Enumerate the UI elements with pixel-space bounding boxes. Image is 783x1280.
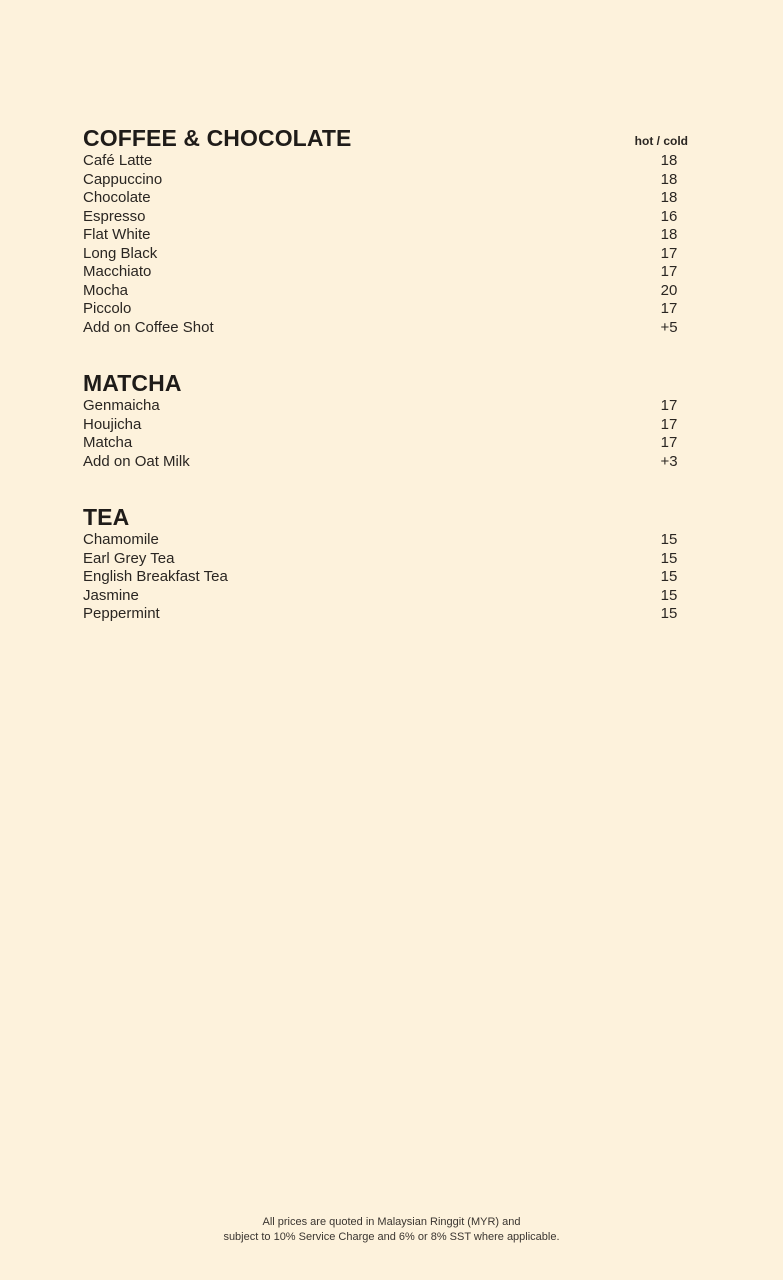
menu-item	[83, 605, 703, 624]
item-list	[83, 397, 703, 471]
item-name: Matcha	[83, 434, 133, 451]
menu-item	[83, 171, 703, 190]
item-price: 20	[660, 281, 678, 299]
item-price: 18	[660, 170, 678, 188]
menu-item	[83, 282, 703, 301]
item-name: Peppermint	[83, 605, 160, 622]
menu-item	[83, 568, 703, 587]
item-price: 18	[660, 226, 678, 243]
menu-item	[83, 434, 703, 453]
item-name: English Breakfast Tea	[83, 568, 228, 585]
section-coffee-chocolate	[83, 124, 703, 337]
menu-item-add-on	[83, 453, 703, 472]
item-list	[83, 531, 703, 624]
item-price: 17	[660, 397, 678, 414]
menu-item	[83, 531, 703, 550]
menu-item	[83, 245, 703, 264]
disclaimer-line-2: subject to 10% Service Charge and 6% or 8% SST where applicable.	[223, 1231, 560, 1243]
menu-item	[83, 152, 703, 171]
price-disclaimer	[0, 1215, 783, 1245]
menu	[83, 124, 703, 624]
menu-item	[83, 300, 703, 319]
item-name: Jasmine	[83, 586, 139, 604]
section-title: TEA	[83, 504, 130, 530]
menu-item	[83, 587, 703, 606]
item-price: 18	[660, 189, 678, 206]
disclaimer-line-1: All prices are quoted in Malaysian Ringgit (MYR) and	[262, 1216, 521, 1228]
item-price: 18	[660, 152, 678, 169]
section-title: MATCHA	[83, 370, 182, 396]
item-name: Genmaicha	[83, 397, 160, 414]
item-price: 17	[660, 244, 678, 262]
item-price: 16	[660, 207, 678, 225]
menu-item	[83, 208, 703, 227]
menu-item	[83, 189, 703, 208]
item-name: Add on Coffee Shot	[83, 318, 214, 336]
menu-item-add-on	[83, 319, 703, 338]
item-name: Piccolo	[83, 300, 132, 317]
item-name: Macchiato	[83, 263, 152, 280]
item-name: Espresso	[83, 207, 146, 225]
item-price: 15	[660, 549, 678, 567]
section-tea	[83, 503, 703, 624]
hot-cold-label: hot / cold	[634, 134, 688, 148]
item-name: Chamomile	[83, 531, 159, 548]
section-title: COFFEE & CHOCOLATE	[83, 125, 352, 151]
menu-item	[83, 397, 703, 416]
menu-item	[83, 263, 703, 282]
item-price: 17	[660, 300, 678, 317]
item-price: 15	[660, 531, 678, 548]
item-price: 17	[660, 415, 678, 433]
item-name: Mocha	[83, 281, 129, 299]
item-price: 15	[660, 586, 678, 604]
item-price: 17	[660, 263, 678, 280]
menu-item	[83, 550, 703, 569]
item-price: +3	[660, 452, 678, 470]
menu-item	[83, 416, 703, 435]
item-name: Cappuccino	[83, 170, 163, 188]
item-list	[83, 152, 703, 337]
item-name: Flat White	[83, 226, 151, 243]
item-price: 15	[660, 568, 678, 585]
item-name: Earl Grey Tea	[83, 549, 175, 567]
item-name: Add on Oat Milk	[83, 452, 190, 470]
item-name: Café Latte	[83, 152, 153, 169]
item-price: 15	[660, 605, 678, 622]
section-matcha	[83, 369, 703, 471]
item-price: +5	[660, 318, 678, 336]
item-name: Long Black	[83, 244, 158, 262]
item-name: Houjicha	[83, 415, 142, 433]
item-price: 17	[660, 434, 678, 451]
item-name: Chocolate	[83, 189, 151, 206]
menu-item	[83, 226, 703, 245]
